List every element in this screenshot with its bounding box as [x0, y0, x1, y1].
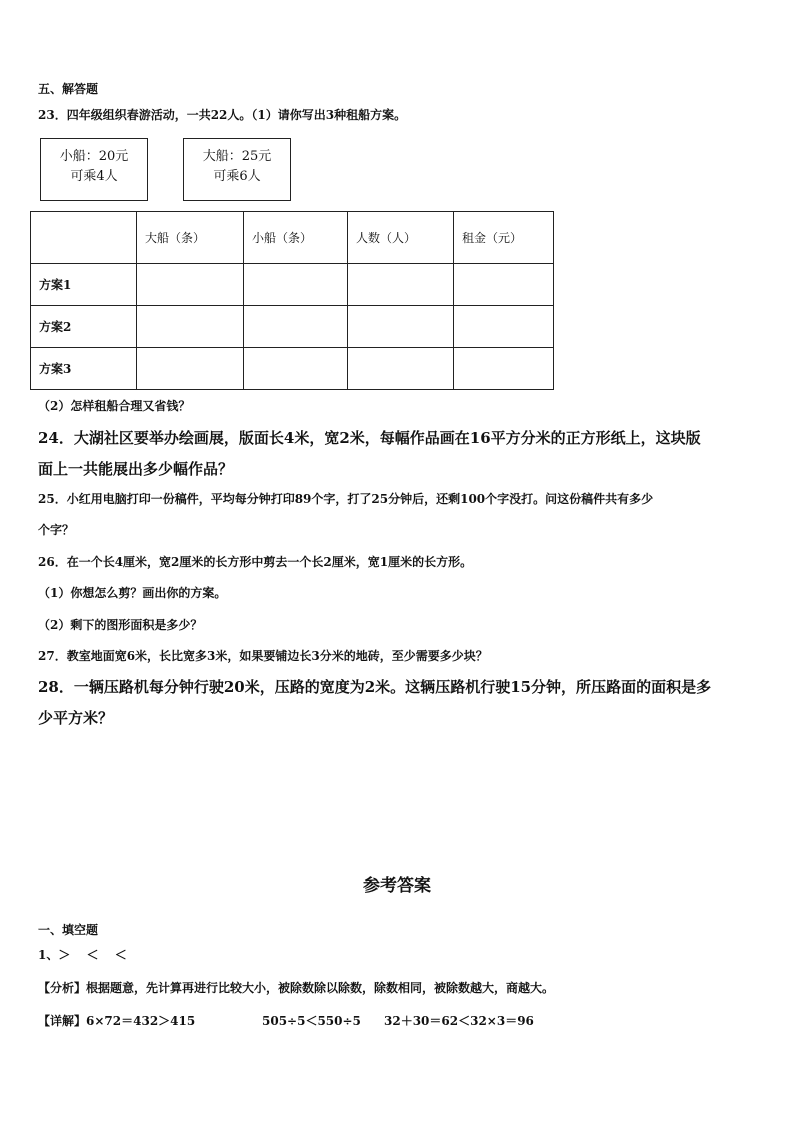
- big-boat-price: 大船：25元: [202, 149, 272, 164]
- question-23-text: 23．四年级组织春游活动，一共22人。（1）请你写出3种租船方案。: [38, 108, 407, 122]
- section-heading: 五、解答题: [38, 82, 99, 96]
- question-26-sub2: （2）剩下的图形面积是多少？: [38, 618, 203, 632]
- table-cell: [137, 306, 244, 348]
- table-cell: [454, 348, 554, 390]
- table-row: [31, 264, 554, 306]
- table-row: [31, 306, 554, 348]
- table-header-cell: 小船（条）: [244, 212, 348, 264]
- table-cell: [454, 264, 554, 306]
- answers-title: 参考答案: [363, 876, 431, 896]
- table-cell: [454, 306, 554, 348]
- table-cell: [244, 306, 348, 348]
- table-header-cell: 租金（元）: [454, 212, 554, 264]
- table-row-label: 方案2: [31, 306, 137, 348]
- question-23-sub2: （2）怎样租船合理又省钱？: [38, 399, 191, 413]
- answer-detail-part: 505÷5＜550÷5: [262, 1014, 361, 1028]
- answer-analysis: 【分析】根据题意，先计算再进行比较大小，被除数除以除数，除数相同，被除数越大，商越大。: [38, 981, 555, 995]
- question-24-line1: 24．大湖社区要举办绘画展，版面长4米，宽2米，每幅作品画在16平方分米的正方形纸上，这块版: [38, 429, 701, 447]
- question-25-line1: 25．小红用电脑打印一份稿件，平均每分钟打印89个字，打了25分钟后，还剩100个字没打。问这份稿件共有多少: [38, 492, 654, 506]
- big-boat-box: [183, 138, 291, 201]
- small-boat-capacity: 可乘4人: [70, 169, 118, 184]
- answer-detail-part: 6×72＝432＞415: [86, 1014, 196, 1028]
- table-header-cell: 人数（人）: [348, 212, 454, 264]
- question-25-line2: 个字？: [38, 523, 75, 537]
- question-26-line1: 26．在一个长4厘米，宽2厘米的长方形中剪去一个长2厘米，宽1厘米的长方形。: [38, 555, 473, 569]
- answer-detail-label: 【详解】: [38, 1014, 87, 1028]
- question-26-sub1: （1）你想怎么剪？画出你的方案。: [38, 586, 227, 600]
- table-cell: [348, 306, 454, 348]
- table-header-cell: 大船（条）: [137, 212, 244, 264]
- table-row: [31, 348, 554, 390]
- answer-1: 1、＞ ＜ ＜: [38, 948, 127, 962]
- answers-section-heading: 一、填空题: [38, 923, 99, 937]
- table-header-row: [31, 212, 554, 264]
- answer-detail-part: 32＋30＝62＜32×3＝96: [384, 1014, 534, 1028]
- table-cell: [137, 264, 244, 306]
- big-boat-capacity: 可乘6人: [213, 169, 261, 184]
- boat-plan-table: [30, 211, 554, 390]
- question-28-line2: 少平方米？: [38, 709, 114, 727]
- table-cell: [244, 264, 348, 306]
- table-cell: [348, 348, 454, 390]
- table-row-label: 方案3: [31, 348, 137, 390]
- table-cell: [137, 348, 244, 390]
- question-28-line1: 28．一辆压路机每分钟行驶20米，压路的宽度为2米。这辆压路机行驶15分钟，所压路面的面积是多: [38, 678, 712, 696]
- small-boat-box: [40, 138, 148, 201]
- table-row-label: 方案1: [31, 264, 137, 306]
- answer-detail: [38, 1012, 195, 1029]
- table-cell: [244, 348, 348, 390]
- small-boat-price: 小船：20元: [59, 149, 129, 164]
- table-header-cell: [31, 212, 137, 264]
- question-27-line1: 27．教室地面宽6米，长比宽多3米，如果要铺边长3分米的地砖，至少需要多少块？: [38, 649, 488, 663]
- question-24-line2: 面上一共能展出多少幅作品？: [38, 460, 234, 478]
- table-cell: [348, 264, 454, 306]
